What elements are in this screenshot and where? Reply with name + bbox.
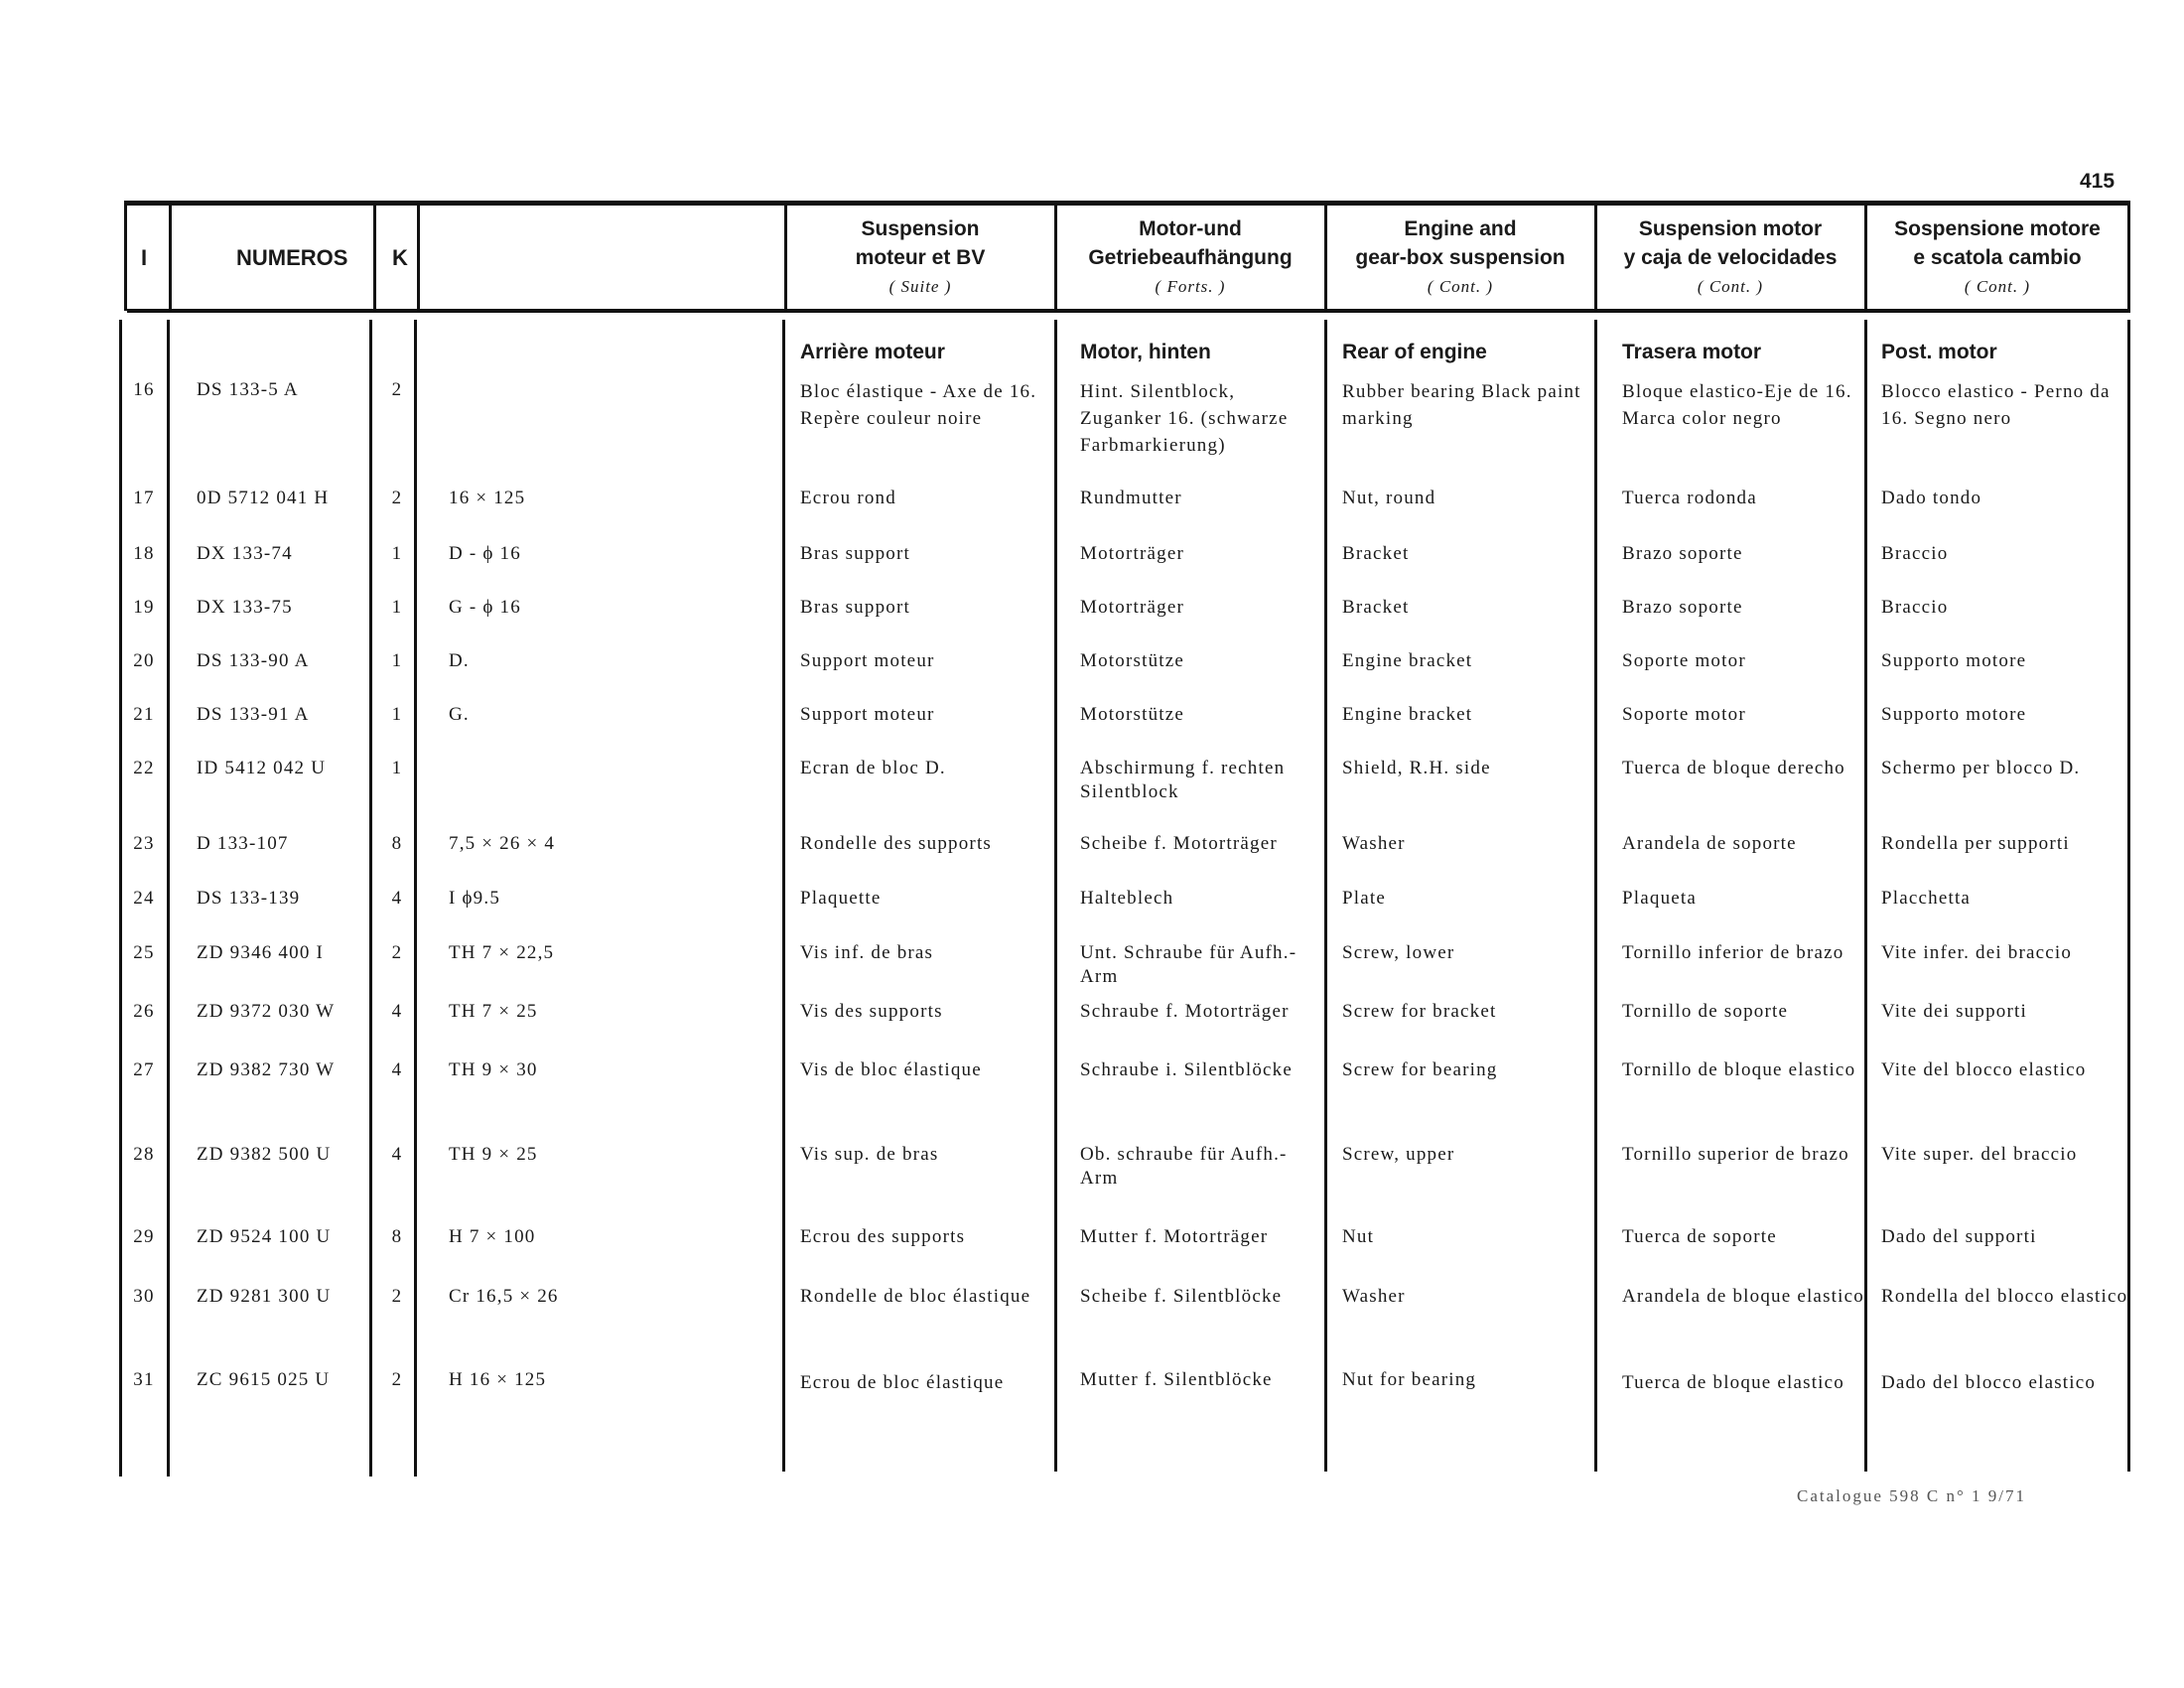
row-number: 16 [133, 379, 155, 400]
desc-german: Scheibe f. Motorträger [1080, 833, 1278, 854]
row-number: 20 [133, 650, 155, 671]
row-number: 29 [133, 1226, 155, 1247]
desc-german: Unt. Schraube für Aufh.-Arm [1080, 942, 1297, 987]
quantity: 1 [391, 650, 403, 671]
header-spanish-sub: ( Cont. ) [1697, 277, 1764, 296]
desc-italian: Schermo per blocco D. [1881, 758, 2081, 778]
row-number: 23 [133, 833, 155, 854]
dimension: TH 9 × 25 [449, 1144, 538, 1165]
desc-french: Bras support [800, 543, 910, 564]
table-row [0, 1285, 2184, 1307]
desc-spanish: Arandela de soporte [1622, 833, 1797, 854]
header-spanish-line1: Suspension motor [1638, 217, 1823, 240]
part-number: ZD 9524 100 U [197, 1226, 332, 1247]
dimension: 7,5 × 26 × 4 [449, 833, 556, 854]
desc-english: Nut, round [1342, 488, 1436, 508]
header-german [1060, 214, 1320, 302]
desc-italian: Dado del supporti [1881, 1226, 2037, 1247]
part-number: DX 133-75 [197, 597, 293, 618]
divider-2 [373, 206, 376, 311]
desc-german: Motorträger [1080, 597, 1184, 618]
table-row [0, 887, 2184, 909]
desc-spanish: Tornillo de soporte [1622, 1001, 1789, 1022]
quantity: 2 [391, 1369, 403, 1390]
quantity: 1 [391, 758, 403, 778]
quantity: 2 [391, 1286, 403, 1307]
desc-english: Shield, R.H. side [1342, 758, 1491, 778]
dimension: Cr 16,5 × 26 [449, 1286, 559, 1307]
table-row [0, 1368, 2184, 1393]
divider-8 [1864, 206, 1867, 311]
part-number: DS 133-90 A [197, 650, 310, 671]
desc-french: Vis sup. de bras [800, 1144, 939, 1165]
header-italian-line2: e scatola cambio [1913, 246, 2082, 269]
desc-french: Vis de bloc élastique [800, 1059, 982, 1080]
table-row [0, 1143, 2184, 1189]
quantity: 2 [391, 379, 403, 400]
desc-spanish: Arandela de bloque elastico [1622, 1286, 1864, 1307]
desc-french: Ecrou des supports [800, 1226, 966, 1247]
header-spanish [1600, 214, 1860, 302]
part-number: ZC 9615 025 U [197, 1369, 331, 1390]
desc-french: Ecrou rond [800, 488, 896, 508]
border-left [124, 201, 127, 311]
divider-3 [417, 206, 420, 311]
desc-french: Plaquette [800, 888, 882, 909]
row-number: 30 [133, 1286, 155, 1307]
desc-italian: Supporto motore [1881, 650, 2027, 671]
section-title-spanish: Trasera motor [1622, 341, 1762, 363]
desc-english: Screw for bearing [1342, 1059, 1498, 1080]
part-number: 0D 5712 041 H [197, 488, 330, 508]
table-row [0, 1225, 2184, 1247]
table-row [0, 1000, 2184, 1022]
row-number: 24 [133, 888, 155, 909]
desc-italian: Dado del blocco elastico [1881, 1372, 2097, 1393]
desc-spanish: Soporte motor [1622, 704, 1746, 725]
desc-english: Rubber bearing Black paint marking [1342, 381, 1581, 429]
desc-german: Motorstütze [1080, 650, 1185, 671]
desc-italian: Dado tondo [1881, 488, 1982, 508]
header-english [1330, 214, 1590, 302]
desc-spanish: Plaqueta [1622, 888, 1698, 909]
table-row [0, 941, 2184, 987]
desc-italian: Braccio [1881, 543, 1949, 564]
desc-english: Engine bracket [1342, 704, 1473, 725]
desc-german: Mutter f. Silentblöcke [1080, 1369, 1273, 1390]
desc-english: Plate [1342, 888, 1386, 909]
dimension: TH 9 × 30 [449, 1059, 538, 1080]
header-col-k: K [392, 245, 408, 270]
divider-4 [784, 206, 787, 311]
desc-english: Bracket [1342, 597, 1410, 618]
desc-german: Schraube f. Motorträger [1080, 1001, 1290, 1022]
catalogue-reference: Catalogue 598 C n° 1 9/71 [1797, 1486, 2027, 1505]
desc-german: Rundmutter [1080, 488, 1182, 508]
desc-french: Vis inf. de bras [800, 942, 934, 963]
desc-spanish: Brazo soporte [1622, 597, 1743, 618]
desc-french: Support moteur [800, 704, 935, 725]
top-rule [124, 201, 2129, 206]
desc-english: Bracket [1342, 543, 1410, 564]
desc-italian: Braccio [1881, 597, 1949, 618]
desc-french: Vis des supports [800, 1001, 943, 1022]
desc-english: Nut [1342, 1226, 1375, 1247]
desc-english: Washer [1342, 833, 1406, 854]
desc-english: Engine bracket [1342, 650, 1473, 671]
desc-french: Bras support [800, 597, 910, 618]
header-italian [1870, 214, 2124, 302]
desc-italian: Vite super. del braccio [1881, 1144, 2078, 1165]
desc-german: Halteblech [1080, 888, 1174, 909]
desc-italian: Placchetta [1881, 888, 1972, 909]
desc-italian: Supporto motore [1881, 704, 2027, 725]
desc-spanish: Bloque elastico-Eje de 16. Marca color negro [1622, 381, 1852, 429]
desc-italian: Vite infer. dei braccio [1881, 942, 2073, 963]
table-row [0, 649, 2184, 671]
part-number: ID 5412 042 U [197, 758, 327, 778]
border-right [2127, 201, 2130, 311]
divider-5 [1054, 206, 1057, 311]
table-row [0, 487, 2184, 508]
desc-italian: Vite dei supporti [1881, 1001, 2027, 1022]
desc-spanish: Tuerca rodonda [1622, 488, 1757, 508]
desc-english: Screw for bracket [1342, 1001, 1497, 1022]
header-italian-line1: Sospensione motore [1894, 217, 2101, 240]
divider-1 [169, 206, 172, 311]
row-number: 26 [133, 1001, 155, 1022]
dimension: H 16 × 125 [449, 1369, 547, 1390]
header-german-line1: Motor-und [1139, 217, 1242, 240]
desc-french: Ecran de bloc D. [800, 758, 946, 778]
desc-spanish: Tornillo inferior de brazo [1622, 942, 1844, 963]
dimension: G. [449, 704, 470, 725]
header-col-index: I [141, 245, 148, 270]
desc-italian: Rondella del blocco elastico [1881, 1286, 2128, 1307]
desc-spanish: Tuerca de soporte [1622, 1226, 1777, 1247]
dimension: I ϕ9.5 [449, 888, 501, 909]
row-number: 27 [133, 1059, 155, 1080]
desc-french: Support moteur [800, 650, 935, 671]
quantity: 4 [391, 888, 403, 909]
table-row [0, 703, 2184, 725]
row-number: 21 [133, 704, 155, 725]
quantity: 8 [391, 833, 403, 854]
desc-italian: Blocco elastico - Perno da 16. Segno nero [1881, 381, 2111, 429]
dimension: G - ϕ 16 [449, 597, 521, 618]
desc-german: Hint. Silentblock, Zuganker 16. (schwarze Farbmarkierung) [1080, 381, 1289, 456]
quantity: 2 [391, 488, 403, 508]
desc-english: Screw, lower [1342, 942, 1455, 963]
desc-french: Bloc élastique - Axe de 16. Repère couleur noire [800, 381, 1037, 429]
desc-spanish: Tornillo de bloque elastico [1622, 1059, 1856, 1080]
header-english-line2: gear-box suspension [1355, 246, 1566, 269]
part-number: DS 133-139 [197, 888, 301, 909]
dimension: D - ϕ 16 [449, 543, 521, 564]
dimension: D. [449, 650, 470, 671]
row-number: 31 [133, 1369, 155, 1390]
desc-french: Ecrou de bloc élastique [800, 1372, 1005, 1393]
row-number: 18 [133, 543, 155, 564]
header-french [790, 214, 1050, 302]
table-row [0, 757, 2184, 802]
part-number: ZD 9281 300 U [197, 1286, 332, 1307]
header-french-sub: ( Suite ) [888, 277, 952, 296]
row-number: 17 [133, 488, 155, 508]
part-number: DX 133-74 [197, 543, 293, 564]
desc-german: Motorträger [1080, 543, 1184, 564]
desc-french: Rondelle des supports [800, 833, 993, 854]
desc-german: Motorstütze [1080, 704, 1185, 725]
header-bottom-rule [127, 309, 2130, 313]
row-number: 19 [133, 597, 155, 618]
desc-english: Washer [1342, 1286, 1406, 1307]
desc-german: Schraube i. Silentblöcke [1080, 1059, 1294, 1080]
header-german-sub: ( Forts. ) [1155, 277, 1226, 296]
quantity: 4 [391, 1059, 403, 1080]
dimension: TH 7 × 25 [449, 1001, 538, 1022]
quantity: 2 [391, 942, 403, 963]
header-col-numeros: NUMEROS [236, 245, 348, 270]
part-number: D 133-107 [197, 833, 289, 854]
desc-english: Screw, upper [1342, 1144, 1455, 1165]
table-row [0, 378, 2184, 456]
header-french-line1: Suspension [861, 217, 980, 240]
part-number: ZD 9372 030 W [197, 1001, 336, 1022]
header-french-line2: moteur et BV [855, 246, 986, 269]
row-number: 28 [133, 1144, 155, 1165]
desc-italian: Rondella per supporti [1881, 833, 2070, 854]
section-title-italian: Post. motor [1881, 341, 1997, 363]
quantity: 1 [391, 597, 403, 618]
quantity: 4 [391, 1001, 403, 1022]
desc-spanish: Tornillo superior de brazo [1622, 1144, 1849, 1165]
section-title-german: Motor, hinten [1080, 341, 1211, 363]
table-row [0, 1058, 2184, 1080]
header-english-sub: ( Cont. ) [1427, 277, 1494, 296]
dimension: TH 7 × 22,5 [449, 942, 555, 963]
header-italian-sub: ( Cont. ) [1964, 277, 2031, 296]
divider-7 [1594, 206, 1597, 311]
desc-german: Mutter f. Motorträger [1080, 1226, 1269, 1247]
table-row [0, 542, 2184, 564]
quantity: 8 [391, 1226, 403, 1247]
dimension: H 7 × 100 [449, 1226, 536, 1247]
part-number: ZD 9346 400 I [197, 942, 325, 963]
desc-german: Ob. schraube für Aufh.-Arm [1080, 1144, 1288, 1189]
desc-spanish: Soporte motor [1622, 650, 1746, 671]
header-spanish-line2: y caja de velocidades [1623, 246, 1838, 269]
quantity: 1 [391, 543, 403, 564]
table-row [0, 832, 2184, 854]
quantity: 1 [391, 704, 403, 725]
desc-german: Abschirmung f. rechten Silentblock [1080, 758, 1286, 802]
row-number: 25 [133, 942, 155, 963]
desc-spanish: Tuerca de bloque derecho [1622, 758, 1845, 778]
dimension: 16 × 125 [449, 488, 526, 508]
part-number: ZD 9382 500 U [197, 1144, 332, 1165]
part-number: ZD 9382 730 W [197, 1059, 336, 1080]
desc-french: Rondelle de bloc élastique [800, 1286, 1031, 1307]
desc-english: Nut for bearing [1342, 1369, 1477, 1390]
desc-italian: Vite del blocco elastico [1881, 1059, 2087, 1080]
desc-spanish: Brazo soporte [1622, 543, 1743, 564]
quantity: 4 [391, 1144, 403, 1165]
header-english-line1: Engine and [1404, 217, 1517, 240]
divider-6 [1324, 206, 1327, 311]
part-number: DS 133-91 A [197, 704, 310, 725]
section-title-english: Rear of engine [1342, 341, 1487, 363]
desc-spanish: Tuerca de bloque elastico [1622, 1372, 1844, 1393]
row-number: 22 [133, 758, 155, 778]
part-number: DS 133-5 A [197, 379, 299, 400]
page-number: 415 [2080, 170, 2116, 193]
desc-german: Scheibe f. Silentblöcke [1080, 1286, 1283, 1307]
section-title-french: Arrière moteur [800, 341, 945, 363]
header-german-line2: Getriebeaufhängung [1088, 246, 1293, 269]
table-row [0, 596, 2184, 618]
